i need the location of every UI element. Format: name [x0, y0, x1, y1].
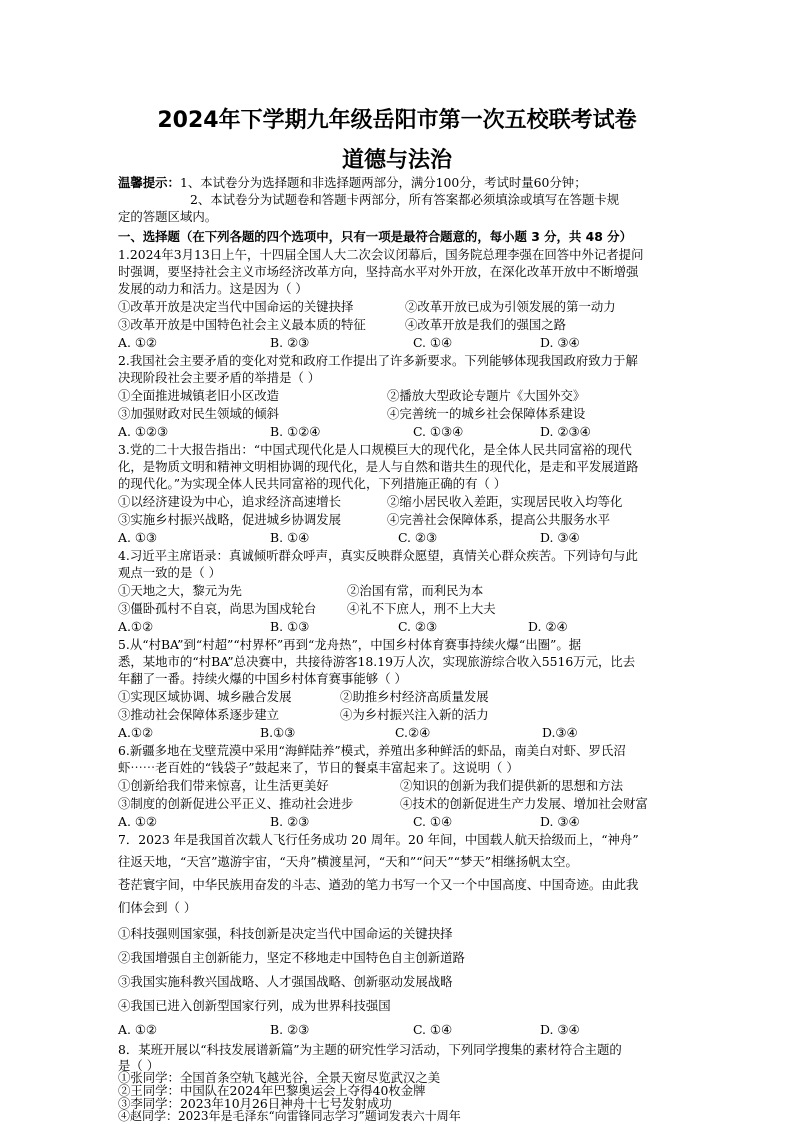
q3-opt-2: ②缩小居民收入差距，实现居民收入均等化 — [387, 494, 623, 509]
q4-opt-4: ④礼不下庶人，刑不上大夫 — [347, 601, 496, 616]
q1-opt-3: ③改革开放是中国特色社会主义最本质的特征 — [118, 317, 366, 332]
q2-opt-2: ②播放大型政论专题片《大国外交》 — [387, 388, 586, 403]
q7-stem-2: 往返天地，“天宫”遨游宇宙，“天舟”横渡星河，“天和”“问天”“梦天”相继扬帆太空。 — [118, 854, 578, 869]
q8-opt-2: ②王同学：中国队在2024年巴黎奥运会上夺得40枚金牌 — [118, 1083, 426, 1098]
q3-ans-a: A. ①③ — [118, 530, 158, 545]
q6-opt-1: ①创新给我们带来惊喜，让生活更美好 — [118, 778, 329, 793]
subject-title: 道德与法治 — [341, 148, 452, 173]
q3-stem-2: 化，是物质文明和精神文明相协调的现代化，是人与自然和谐共生的现代化，是走和平发展道路 — [118, 459, 639, 474]
q1-stem-3: 发展的动力和活力。这是因为（ ） — [118, 281, 308, 296]
q2-opt-1: ①全面推进城镇老旧小区改造 — [118, 388, 280, 403]
q5-ans-d: D.③④ — [542, 725, 578, 740]
q5-opt-1: ①实现区域协调、城乡融合发展 — [118, 689, 292, 704]
q5-opt-2: ②助推乡村经济高质量发展 — [340, 689, 489, 704]
q2-ans-a: A. ①②③ — [118, 424, 169, 439]
q6-stem-1: 6.新疆多地在戈壁荒漠中采用“海鲜陆养”模式，养殖出多种鲜活的虾品，南美白对虾、罗氏沼 — [118, 743, 626, 758]
q5-ans-c: C.②④ — [395, 725, 431, 740]
q5-ans-b: B.①③ — [260, 725, 296, 740]
exam-title: 2024年下学期九年级岳阳市第一次五校联考试卷 — [157, 108, 637, 133]
q4-stem-2: 观点一致的是（ ） — [118, 565, 222, 580]
q6-opt-3: ③制度的创新促进公平正义、推动社会进步 — [118, 796, 354, 811]
q1-ans-a: A. ①② — [118, 335, 158, 350]
q1-ans-b: B. ②③ — [270, 335, 310, 350]
q6-ans-b: B. ②③ — [270, 814, 310, 829]
q1-stem-2: 时强调，要坚持社会主义市场经济改革方向，坚持高水平对外开放，在深化改革开放中不断增强 — [118, 264, 639, 279]
q5-ans-a: A.①② — [118, 725, 154, 740]
q1-ans-c: C. ①④ — [413, 335, 453, 350]
q4-opt-1: ①天地之大，黎元为先 — [118, 583, 242, 598]
q4-stem-1: 4.习近平主席语录：真诚倾听群众呼声，真实反映群众愿望，真情关心群众疾苦。下列诗句与此 — [118, 548, 638, 563]
q2-opt-4: ④完善统一的城乡社会保障体系建设 — [387, 406, 586, 421]
q5-opt-4: ④为乡村振兴注入新的活力 — [340, 707, 489, 722]
section-heading: 一、选择题（在下列各题的四个选项中，只有一项是最符合题意的，每小题 3 分，共 48 分） — [118, 229, 632, 244]
q1-stem-1: 1.2024年3月13日上午，十四届全国人大二次会议闭幕后，国务院总理李强在回答中外记者提问 — [118, 247, 644, 262]
notice-line-3: 定的答题区域内。 — [118, 209, 218, 224]
q2-ans-d: D. ②③④ — [540, 424, 591, 439]
q6-opt-4: ④技术的创新促进生产力发展、增加社会财富 — [400, 796, 648, 811]
q7-ans-d: D. ③④ — [540, 1022, 580, 1037]
q7-ans-c: C. ①④ — [413, 1022, 453, 1037]
q2-ans-c: C. ①③④ — [413, 424, 464, 439]
q5-opt-3: ③推动社会保障体系逐步建立 — [118, 707, 280, 722]
q8-opt-3: ③李同学：2023年10月26日神舟十七号发射成功 — [118, 1096, 392, 1111]
q7-opt-4: ④我国已进入创新型国家行列，成为世界科技强国 — [118, 998, 391, 1013]
q5-stem-3: 年翻了一番。持续火爆的中国乡村体育赛事能够（ ） — [118, 671, 407, 686]
notice-line-2: 2、本试卷分为试题卷和答题卡两部分，所有答案都必须填涂或填写在答题卡规 — [190, 192, 620, 207]
q3-stem-3: 的现代化。”为实现全体人民共同富裕的现代化，下列措施正确的有（ ） — [118, 476, 507, 491]
q6-opt-2: ②知识的创新为我们提供新的思想和方法 — [400, 778, 624, 793]
q7-ans-b: B. ②③ — [270, 1022, 310, 1037]
q2-ans-b: B. ①②④ — [270, 424, 321, 439]
q8-opt-1: ①张同学：全国首条空轨飞越光谷，全景天窗尽览武汉之美 — [118, 1070, 441, 1085]
notice-line-1 — [118, 174, 587, 191]
q3-stem-1: 3.党的二十大报告指出：“中国式现代化是人口规模巨大的现代化，是全体人民共同富裕的现代 — [118, 442, 632, 457]
q7-stem-1: 7．2023 年是我国首次载人飞行任务成功 20 周年。20 年间，中国载人航天拾级而上，“神舟” — [118, 832, 639, 847]
q7-opt-3: ③我国实施科教兴国战略、人才强国战略、创新驱动发展战略 — [118, 974, 453, 989]
q5-stem-1: 5.从“村BA”到“村超”“村界杯”再到“龙舟热”，中国乡村体育赛事持续火爆“出圈”。据 — [118, 637, 582, 652]
q3-opt-1: ①以经济建设为中心，追求经济高速增长 — [118, 494, 342, 509]
q4-opt-3: ③僵卧孤村不自哀，尚思为国戍轮台 — [118, 601, 317, 616]
q4-ans-c: C. ②③ — [398, 619, 438, 634]
q2-opt-3: ③加强财政对民生领域的倾斜 — [118, 406, 280, 421]
q6-ans-c: C. ①④ — [413, 814, 453, 829]
notice-label: 温馨提示： — [118, 175, 180, 190]
q7-opt-2: ②我国增强自主创新能力，坚定不移地走中国特色自主创新道路 — [118, 950, 465, 965]
q4-opt-2: ②治国有常，而利民为本 — [347, 583, 484, 598]
q2-stem-2: 决现阶段社会主要矛盾的举措是（ ） — [118, 370, 321, 385]
q4-ans-b: B. ①③ — [270, 619, 310, 634]
q3-ans-b: B. ①④ — [270, 530, 310, 545]
q3-opt-4: ④完善社会保障体系，提高公共服务水平 — [387, 512, 611, 527]
q1-ans-d: D. ③④ — [540, 335, 580, 350]
q3-ans-c: C. ②③ — [398, 530, 438, 545]
q7-stem-4: 们体会到（ ） — [118, 900, 197, 915]
q1-opt-1: ①改革开放是决定当代中国命运的关键抉择 — [118, 299, 354, 314]
q6-stem-2: 虾⋯⋯老百姓的“钱袋子”鼓起来了，节日的餐桌丰富起来了。这说明（ ） — [118, 760, 519, 775]
q1-opt-2: ②改革开放已成为引领发展的第一动力 — [405, 299, 616, 314]
q3-ans-d: D. ③④ — [540, 530, 580, 545]
q6-ans-a: A. ①② — [118, 814, 158, 829]
q1-opt-4: ④改革开放是我们的强国之路 — [405, 317, 567, 332]
q7-opt-1: ①科技强则国家强，科技创新是决定当代中国命运的关键抉择 — [118, 926, 453, 941]
q8-stem-1: 8．某班开展以“科技发展谱新篇”为主题的研究性学习活动，下列同学搜集的素材符合主题的 — [118, 1042, 622, 1057]
q4-ans-a: A.①② — [118, 619, 154, 634]
q3-opt-3: ③实施乡村振兴战略，促进城乡协调发展 — [118, 512, 342, 527]
q7-ans-a: A. ①② — [118, 1022, 158, 1037]
q7-stem-3: 苍茫寰宇间，中华民族用奋发的斗志、遒劲的笔力书写一个又一个中国高度、中国奇迹。由此我 — [118, 877, 639, 892]
q8-stem-2: 是（ ） — [118, 1058, 160, 1073]
q2-stem-1: 2.我国社会主要矛盾的变化对党和政府工作提出了许多新要求。下列能够体现我国政府致力于解 — [118, 353, 638, 368]
q4-ans-d: D. ②④ — [528, 619, 568, 634]
q5-stem-2: 悉，某地市的“村BA”总决赛中，共接待游客18.19万人次，实现旅游综合收入5516万元，比去 — [118, 654, 636, 669]
q8-opt-4: ④赵同学：2023年是毛泽东“向雷锋同志学习”题词发表六十周年 — [118, 1109, 461, 1123]
notice-text-1: 1、本试卷分为选择题和非选择题两部分，满分100分，考试时量60分钟； — [179, 175, 587, 190]
q6-ans-d: D. ③④ — [540, 814, 580, 829]
